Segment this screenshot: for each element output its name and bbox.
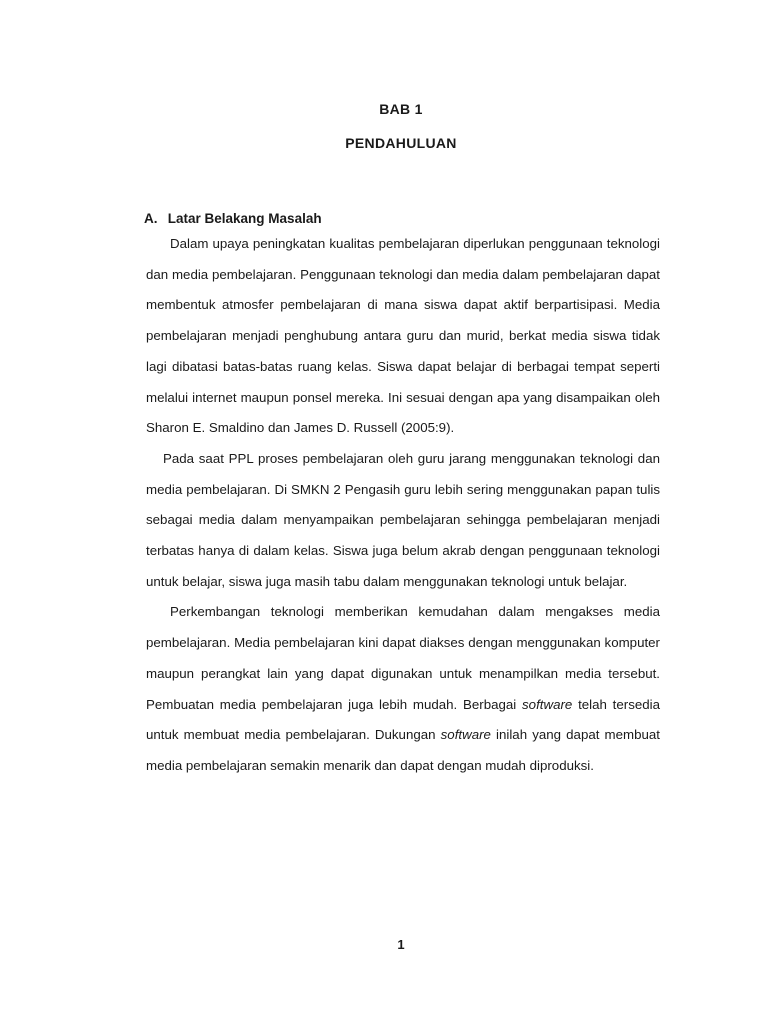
page-number: 1 (397, 937, 405, 952)
chapter-title: PENDAHULUAN (345, 135, 457, 151)
paragraph-3-term-1: software (522, 696, 573, 712)
paragraph-3 (146, 597, 660, 781)
paragraph-3-term-2: software (440, 727, 491, 743)
section-heading-text: Latar Belakang Masalah (167, 211, 322, 226)
paragraph-3-text-3: inilah yang dapat membuat media pembelajaran semakin menarik dan dapat dengan mudah diproduksi. (146, 727, 660, 773)
paragraph-3-text-1: Perkembangan teknologi memberikan kemudahan dalam mengakses media pembelajaran. Media pembelajaran kini dapat diakses dengan menggunakan komputer maupun perangkat lain yang dapat digunakan untuk menampilkan media tersebut. Pembuatan media pembelajaran juga lebih mudah. Berbagai (146, 604, 660, 712)
paragraph-3-text-2: telah tersedia untuk membuat media pembelajaran. Dukungan (146, 696, 660, 743)
body-text (146, 229, 660, 782)
section-marker: A. (144, 211, 158, 226)
section-heading (144, 211, 322, 226)
paragraph-2: Pada saat PPL proses pembelajaran oleh guru jarang menggunakan teknologi dan media pembelajaran. Di SMKN 2 Pengasih guru lebih sering menggunakan papan tulis sebagai media dalam menyampaikan pembelajaran sehingga pembelajaran menjadi terbatas hanya di dalam kelas. Siswa juga belum akrab dengan penggunaan teknologi untuk belajar, siswa juga masih tabu dalam menggunakan teknologi untuk belajar. (146, 450, 660, 589)
paragraph-1: Dalam upaya peningkatan kualitas pembelajaran diperlukan penggunaan teknologi dan media pembelajaran. Penggunaan teknologi dan media dalam pembelajaran dapat membentuk atmosfer pembelajaran di mana siswa dapat aktif berpartisipasi. Media pembelajaran menjadi penghubung antara guru dan murid, berkat media siswa tidak lagi dibatasi batas-batas ruang kelas. Siswa dapat belajar di berbagai tempat seperti melalui internet maupun ponsel mereka. Ini sesuai dengan apa yang disampaikan oleh Sharon E. Smaldino dan James D. Russell (2005:9). (146, 236, 660, 436)
chapter-number: BAB 1 (379, 101, 423, 117)
